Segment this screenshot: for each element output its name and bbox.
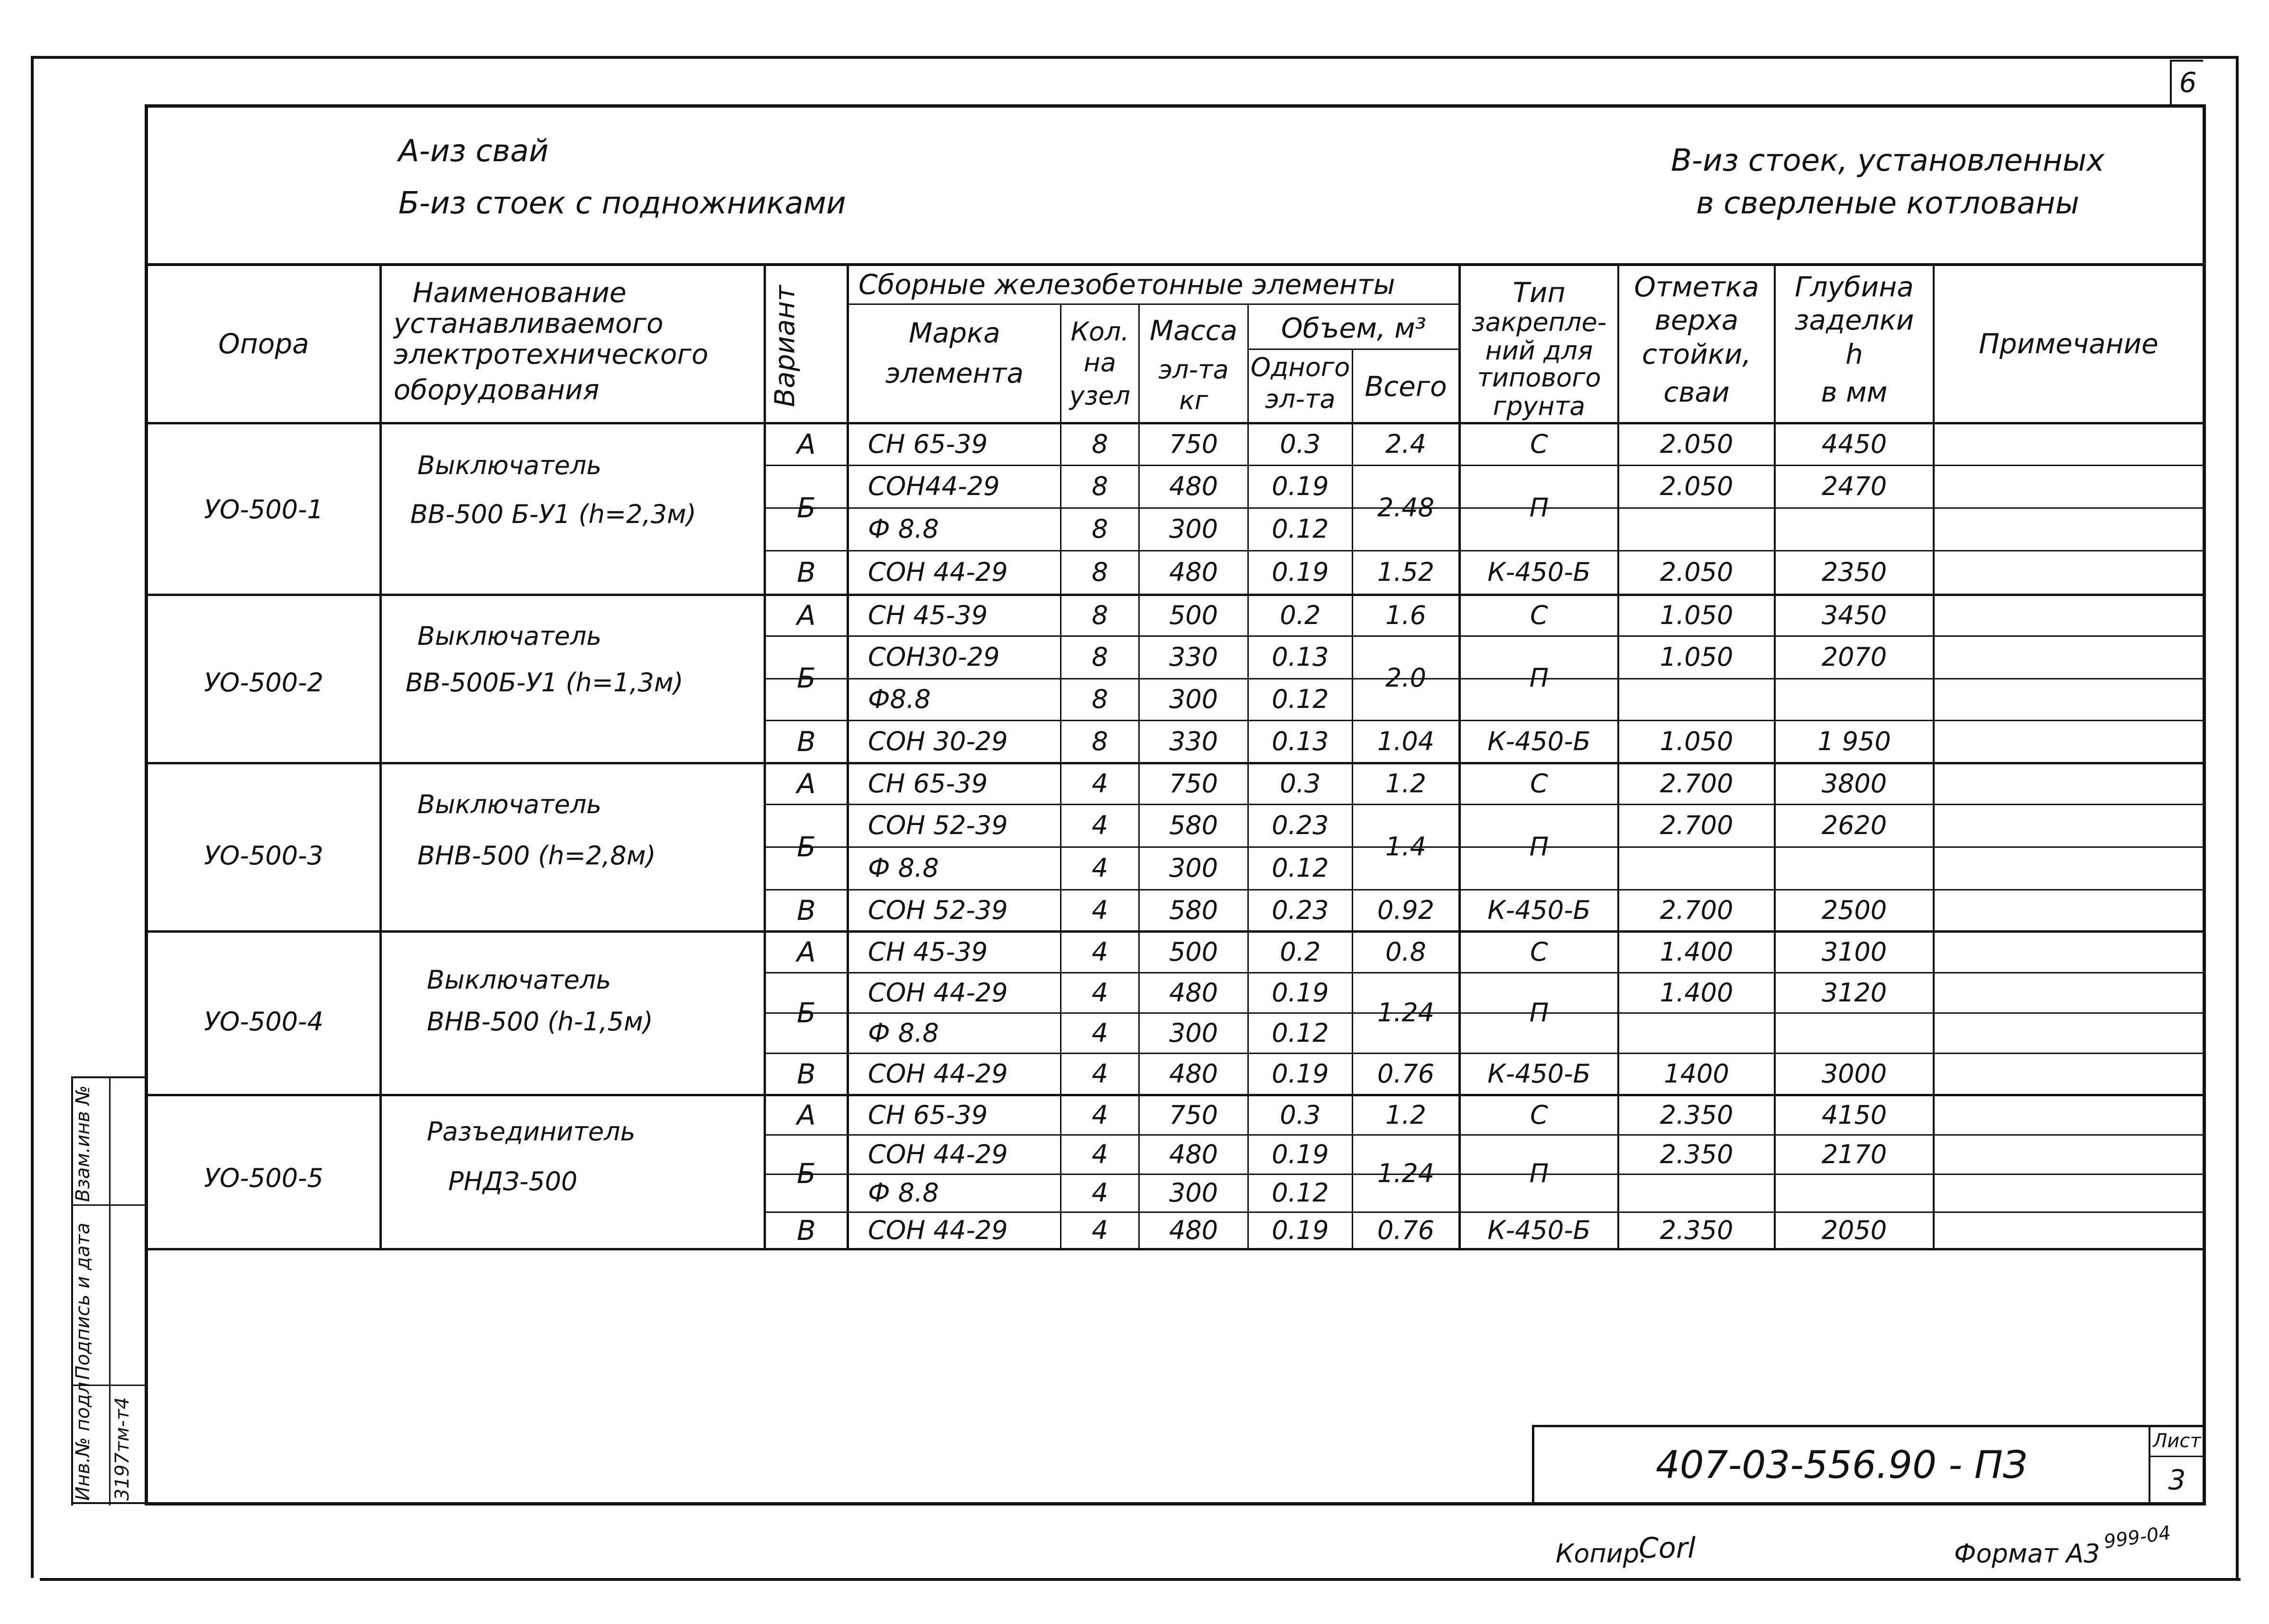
cell-massa: 300 <box>1169 853 1218 883</box>
header-obem: Объем, м³ <box>1281 312 1426 345</box>
cell-variant: А <box>797 599 816 632</box>
cell-kol: 4 <box>1091 1215 1108 1245</box>
footer-handwritten-number: 999-04 <box>2103 1522 2172 1553</box>
footer-format: Формат А3 <box>1954 1539 2100 1569</box>
cell-tip: П <box>1529 663 1549 693</box>
cell-vsego: 2.0 <box>1385 663 1426 693</box>
cell-marka: СОН 44-29 <box>868 1058 1008 1089</box>
cell-odnogo: 0.12 <box>1272 1018 1329 1048</box>
cell-marka: Ф 8.8 <box>868 1178 939 1208</box>
cell-vsego: 2.4 <box>1385 429 1426 459</box>
sheet-label: Лист <box>2153 1430 2201 1452</box>
cell-gl: 3100 <box>1821 937 1887 967</box>
cell-massa: 480 <box>1169 471 1218 502</box>
cell-massa: 480 <box>1169 977 1218 1008</box>
cell-gl: 3800 <box>1821 769 1887 799</box>
header-name-2: устанавливаемого <box>394 307 664 340</box>
sheet-number: 3 <box>2168 1463 2186 1496</box>
cell-marka: СОН 52-39 <box>868 895 1008 925</box>
cell-otm: 2.700 <box>1660 895 1734 925</box>
cell-tip: С <box>1530 769 1548 799</box>
header-tip-5: грунта <box>1493 391 1586 421</box>
cell-vsego: 0.76 <box>1377 1215 1435 1245</box>
cell-kol: 8 <box>1091 557 1108 587</box>
opora-label: УО-500-1 <box>204 494 323 524</box>
cell-massa: 300 <box>1169 1178 1218 1208</box>
header-tip-3: ний для <box>1485 335 1593 366</box>
equipment-type: Выключатель <box>417 789 602 820</box>
stamp-vzam-inv: Взам.инв № <box>72 1085 94 1202</box>
cell-kol: 4 <box>1091 937 1108 967</box>
cell-odnogo: 0.19 <box>1272 471 1329 502</box>
cell-otm: 2.700 <box>1660 769 1734 799</box>
legend-v1: В-из стоек, установленных <box>1671 143 2104 179</box>
cell-tip: К-450-Б <box>1487 726 1591 756</box>
cell-marka: СОН 44-29 <box>868 557 1008 587</box>
cell-gl: 2170 <box>1821 1139 1887 1169</box>
cell-kol: 8 <box>1091 471 1108 502</box>
equipment-model: РНДЗ-500 <box>448 1166 578 1197</box>
header-name-3: электротехнического <box>394 338 709 371</box>
cell-marka: СН 65-39 <box>868 429 988 459</box>
cell-massa: 750 <box>1169 1100 1218 1130</box>
header-tip-1: Тип <box>1513 276 1566 309</box>
cell-gl: 2350 <box>1821 557 1887 587</box>
cell-massa: 750 <box>1169 429 1218 459</box>
cell-kol: 8 <box>1091 642 1108 672</box>
header-massa-1: Масса <box>1150 314 1237 347</box>
cell-gl: 3000 <box>1821 1058 1887 1089</box>
cell-tip: П <box>1529 493 1549 523</box>
cell-marka: СН 45-39 <box>868 937 988 967</box>
cell-vsego: 1.04 <box>1377 726 1435 756</box>
cell-otm: 2.050 <box>1660 429 1734 459</box>
cell-marka: СН 65-39 <box>868 1100 988 1130</box>
stamp-inv-label: Инв.№ подл <box>72 1382 94 1501</box>
cell-marka: СОН 52-39 <box>868 810 1008 841</box>
cell-variant: А <box>797 936 816 969</box>
cell-gl <box>1776 679 1933 720</box>
opora-label: УО-500-4 <box>204 1006 323 1037</box>
cell-variant: Б <box>797 492 816 524</box>
cell-odnogo: 0.12 <box>1272 684 1329 715</box>
cell-gl: 2500 <box>1821 895 1887 925</box>
cell-kol: 4 <box>1091 810 1108 841</box>
cell-tip: К-450-Б <box>1487 1058 1591 1089</box>
cell-marka: Ф 8.8 <box>868 514 939 544</box>
cell-marka: СОН 44-29 <box>868 1139 1008 1169</box>
cell-kol: 4 <box>1091 1100 1108 1130</box>
header-odnogo-2: эл-та <box>1265 384 1336 414</box>
cell-massa: 300 <box>1169 514 1218 544</box>
header-vsego: Всего <box>1365 370 1447 403</box>
cell-variant: В <box>797 725 816 758</box>
header-tip-4: типового <box>1477 363 1601 393</box>
cell-kol: 8 <box>1091 514 1108 544</box>
legend-b: Б-из стоек с подножниками <box>398 186 846 221</box>
cell-tip: К-450-Б <box>1487 1215 1591 1245</box>
cell-tip: С <box>1530 1100 1548 1130</box>
cell-otm <box>1619 1175 1774 1211</box>
cell-variant: Б <box>797 831 816 863</box>
cell-variant: А <box>797 428 816 461</box>
cell-kol: 8 <box>1091 600 1108 631</box>
cell-massa: 300 <box>1169 1018 1218 1048</box>
cell-gl: 4150 <box>1821 1100 1887 1130</box>
header-marka-2: элемента <box>885 357 1024 390</box>
cell-otm: 1.050 <box>1660 642 1734 672</box>
header-kol-1: Кол. <box>1070 316 1129 347</box>
cell-kol: 4 <box>1091 1018 1108 1048</box>
cell-massa: 480 <box>1169 1215 1218 1245</box>
header-otm-3: стойки, <box>1642 338 1752 371</box>
cell-kol: 8 <box>1091 684 1108 715</box>
cell-marka: СОН44-29 <box>868 471 1000 502</box>
header-kol-3: узел <box>1069 380 1131 411</box>
cell-otm <box>1619 848 1774 889</box>
cell-otm: 2.350 <box>1660 1100 1734 1130</box>
cell-otm <box>1619 1014 1774 1053</box>
cell-massa: 480 <box>1169 1139 1218 1169</box>
cell-massa: 330 <box>1169 642 1218 672</box>
cell-otm: 1.400 <box>1660 977 1734 1008</box>
cell-kol: 8 <box>1091 726 1108 756</box>
cell-otm: 2.350 <box>1660 1139 1734 1169</box>
cell-gl <box>1776 509 1933 550</box>
opora-label: УО-500-3 <box>204 840 323 871</box>
cell-vsego: 0.76 <box>1377 1058 1435 1089</box>
cell-massa: 480 <box>1169 1058 1218 1089</box>
cell-tip: П <box>1529 1158 1549 1188</box>
cell-odnogo: 0.3 <box>1280 429 1321 459</box>
equipment-model: ВВ-500Б-У1 (h=1,3м) <box>406 667 683 697</box>
cell-tip: П <box>1529 998 1549 1028</box>
header-massa-3: кг <box>1179 385 1208 415</box>
cell-marka: СОН 44-29 <box>868 1215 1008 1245</box>
cell-variant: В <box>797 556 816 589</box>
cell-odnogo: 0.2 <box>1280 937 1321 967</box>
equipment-type: Разъединитель <box>427 1117 636 1147</box>
cell-odnogo: 0.13 <box>1272 642 1329 672</box>
cell-tip: С <box>1530 429 1548 459</box>
cell-odnogo: 0.12 <box>1272 514 1329 544</box>
cell-odnogo: 0.19 <box>1272 557 1329 587</box>
cell-kol: 4 <box>1091 1178 1108 1208</box>
document-code: 407-03-556.90 - ПЗ <box>1655 1443 2028 1487</box>
cell-tip: С <box>1530 937 1548 967</box>
footer-kopir-signature: Corl <box>1639 1531 1696 1565</box>
cell-vsego: 0.8 <box>1385 937 1426 967</box>
cell-marka: СН 65-39 <box>868 769 988 799</box>
cell-kol: 4 <box>1091 853 1108 883</box>
footer-kopir: Копир. <box>1556 1539 1648 1569</box>
cell-vsego: 0.92 <box>1377 895 1435 925</box>
cell-otm: 1.400 <box>1660 937 1734 967</box>
cell-marka: Ф 8.8 <box>868 1018 939 1048</box>
cell-kol: 4 <box>1091 895 1108 925</box>
cell-gl: 2050 <box>1821 1215 1887 1245</box>
cell-odnogo: 0.19 <box>1272 1058 1329 1089</box>
cell-otm: 1.050 <box>1660 600 1734 631</box>
cell-odnogo: 0.23 <box>1272 810 1329 841</box>
legend-a: А-из свай <box>398 134 549 169</box>
cell-kol: 4 <box>1091 1058 1108 1089</box>
cell-variant: В <box>797 894 816 927</box>
cell-vsego: 1.2 <box>1385 769 1426 799</box>
cell-otm: 2.350 <box>1660 1215 1734 1245</box>
cell-vsego: 1.6 <box>1385 600 1426 631</box>
cell-marka: СОН 30-29 <box>868 726 1008 756</box>
header-otm-1: Отметка <box>1634 270 1759 303</box>
cell-odnogo: 0.12 <box>1272 1178 1329 1208</box>
cell-massa: 500 <box>1169 937 1218 967</box>
header-variant: Вариант <box>769 285 801 407</box>
side-stamp <box>72 1076 142 1503</box>
cell-odnogo: 0.19 <box>1272 1215 1329 1245</box>
cell-marka: СОН30-29 <box>868 642 1000 672</box>
header-tip-2: закрепле- <box>1471 307 1607 337</box>
header-gl-1: Глубина <box>1795 270 1914 303</box>
cell-otm <box>1619 679 1774 720</box>
header-opora: Опора <box>218 328 309 360</box>
cell-odnogo: 0.19 <box>1272 1139 1329 1169</box>
cell-massa: 300 <box>1169 684 1218 715</box>
cell-vsego: 1.4 <box>1385 832 1426 862</box>
cell-tip: С <box>1530 600 1548 631</box>
cell-massa: 580 <box>1169 810 1218 841</box>
cell-kol: 4 <box>1091 1139 1108 1169</box>
equipment-model: ВНВ-500 (h-1,5м) <box>427 1006 653 1037</box>
header-otm-2: верха <box>1654 303 1739 336</box>
opora-label: УО-500-5 <box>204 1163 323 1193</box>
cell-gl <box>1776 848 1933 889</box>
cell-variant: Б <box>797 997 816 1029</box>
cell-massa: 750 <box>1169 769 1218 799</box>
header-otm-4: сваи <box>1663 376 1730 409</box>
cell-tip: К-450-Б <box>1487 557 1591 587</box>
stamp-signature-date: Подпись и дата <box>72 1222 94 1380</box>
cell-gl: 3450 <box>1821 600 1887 631</box>
cell-otm: 1.050 <box>1660 726 1734 756</box>
header-kol-2: на <box>1083 347 1116 377</box>
header-gl-2: заделки <box>1794 303 1914 336</box>
stamp-inv-number: 3197тм-т4 <box>111 1397 133 1501</box>
cell-variant: В <box>797 1057 816 1090</box>
header-name-1: Наименование <box>413 276 627 309</box>
cell-variant: Б <box>797 662 816 695</box>
cell-gl <box>1776 1175 1933 1211</box>
cell-odnogo: 0.12 <box>1272 853 1329 883</box>
cell-gl: 2470 <box>1821 471 1887 502</box>
header-group: Сборные железобетонные элементы <box>858 268 1395 301</box>
cell-marka: СОН 44-29 <box>868 977 1008 1008</box>
cell-gl: 2070 <box>1821 642 1887 672</box>
cell-massa: 500 <box>1169 600 1218 631</box>
cell-variant: А <box>797 1099 816 1131</box>
cell-otm: 2.700 <box>1660 810 1734 841</box>
cell-gl <box>1776 1014 1933 1053</box>
cell-otm: 2.050 <box>1660 557 1734 587</box>
header-gl-4: в мм <box>1821 376 1888 409</box>
header-massa-2: эл-та <box>1158 354 1229 385</box>
equipment-type: Выключатель <box>417 450 602 481</box>
header-marka-1: Марка <box>909 317 1000 349</box>
cell-kol: 8 <box>1091 429 1108 459</box>
cell-vsego: 2.48 <box>1377 493 1435 523</box>
header-odnogo-1: Одного <box>1250 352 1350 382</box>
cell-odnogo: 0.3 <box>1280 1100 1321 1130</box>
cell-gl: 1 950 <box>1817 726 1891 756</box>
equipment-type: Выключатель <box>427 965 611 995</box>
legend-v2: в сверленые котлованы <box>1696 186 2079 221</box>
cell-otm <box>1619 509 1774 550</box>
cell-marka: СН 45-39 <box>868 600 988 631</box>
cell-gl: 3120 <box>1821 977 1887 1008</box>
cell-vsego: 1.24 <box>1377 998 1435 1028</box>
cell-odnogo: 0.3 <box>1280 769 1321 799</box>
cell-otm: 1400 <box>1664 1058 1729 1089</box>
equipment-type: Выключатель <box>417 621 602 651</box>
cell-tip: П <box>1529 832 1549 862</box>
cell-vsego: 1.2 <box>1385 1100 1426 1130</box>
sheet-corner-number: 6 <box>2179 66 2197 99</box>
cell-odnogo: 0.13 <box>1272 726 1329 756</box>
cell-kol: 4 <box>1091 769 1108 799</box>
cell-vsego: 1.52 <box>1377 557 1435 587</box>
cell-variant: А <box>797 768 816 800</box>
cell-gl: 2620 <box>1821 810 1887 841</box>
cell-odnogo: 0.23 <box>1272 895 1329 925</box>
header-prim: Примечание <box>1979 328 2158 360</box>
header-gl-3: h <box>1845 338 1863 371</box>
cell-variant: В <box>797 1214 816 1247</box>
cell-odnogo: 0.19 <box>1272 977 1329 1008</box>
cell-marka: Ф8.8 <box>868 684 931 715</box>
opora-label: УО-500-2 <box>204 667 323 697</box>
cell-massa: 330 <box>1169 726 1218 756</box>
cell-variant: Б <box>797 1157 816 1190</box>
cell-otm: 2.050 <box>1660 471 1734 502</box>
cell-gl: 4450 <box>1821 429 1887 459</box>
cell-vsego: 1.24 <box>1377 1158 1435 1188</box>
equipment-model: ВНВ-500 (h=2,8м) <box>417 840 656 871</box>
cell-odnogo: 0.2 <box>1280 600 1321 631</box>
equipment-model: ВВ-500 Б-У1 (h=2,3м) <box>410 499 696 529</box>
cell-massa: 480 <box>1169 557 1218 587</box>
cell-massa: 580 <box>1169 895 1218 925</box>
header-name-4: оборудования <box>394 374 600 406</box>
cell-kol: 4 <box>1091 977 1108 1008</box>
cell-tip: К-450-Б <box>1487 895 1591 925</box>
cell-marka: Ф 8.8 <box>868 853 939 883</box>
